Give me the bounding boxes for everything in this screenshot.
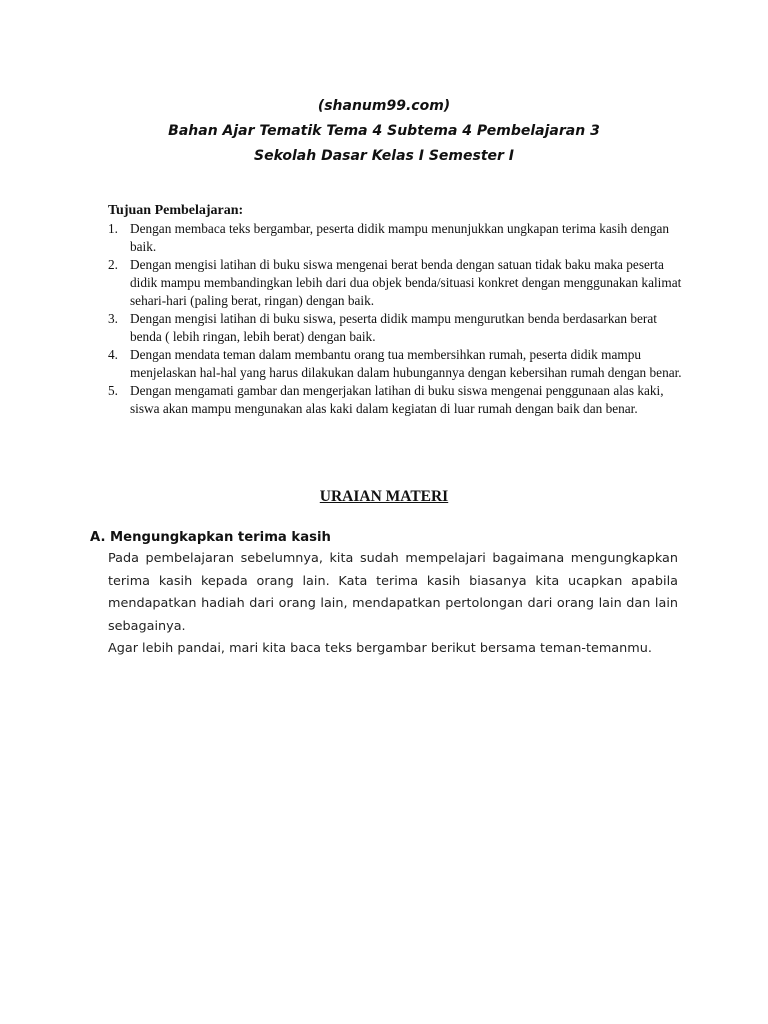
learning-objectives	[108, 202, 688, 418]
objective-number: 1.	[108, 221, 118, 236]
header-title: Bahan Ajar Tematik Tema 4 Subtema 4 Pembelajaran 3	[168, 123, 600, 139]
section-a-paragraph-1: Pada pembelajaran sebelumnya, kita sudah mempelajari bagaimana mengungkapkan terima kasih kepada orang lain. Kata terima kasih biasanya kita ucapkan apabila mendapatkan hadiah dari orang lain, mendapatkan pertolongan dari orang lain dan lain sebagainya.	[108, 551, 678, 634]
section-a-paragraph-2: Agar lebih pandai, mari kita baca teks bergambar berikut bersama teman-temanmu.	[108, 641, 652, 656]
objective-item	[108, 346, 688, 382]
header-subtitle: Sekolah Dasar Kelas I Semester I	[253, 148, 514, 164]
objectives-list	[108, 220, 688, 418]
objectives-title: Tujuan Pembelajaran:	[108, 203, 244, 218]
objective-text: Dengan membaca teks bergambar, peserta didik mampu menunjukkan ungkapan terima kasih dengan baik.	[130, 221, 670, 254]
objective-text: Dengan mendata teman dalam membantu orang tua membersihkan rumah, peserta didik mampu menjelaskan hal-hal yang harus dilakukan dalam hubungannya dengan kebersihan rumah dengan benar.	[130, 347, 682, 380]
objective-item	[108, 220, 688, 256]
objective-number: 2.	[108, 257, 118, 272]
objective-text: Dengan mengisi latihan di buku siswa mengenai berat benda dengan satuan tidak baku maka peserta didik mampu membandingkan lebih dari dua objek benda/situasi konkret dengan menggunakan kalimat sehari-hari (paling berat, ringan) dengan baik.	[130, 257, 682, 308]
header-source: (shanum99.com)	[317, 98, 451, 114]
objective-number: 5.	[108, 383, 118, 398]
objective-item	[108, 310, 688, 346]
objective-number: 4.	[108, 347, 118, 362]
section-heading: URAIAN MATERI	[319, 488, 449, 505]
objective-number: 3.	[108, 311, 118, 326]
objective-text: Dengan mengisi latihan di buku siswa, peserta didik mampu mengurutkan benda berdasarkan berat benda ( lebih ringan, lebih berat) dengan baik.	[130, 311, 657, 344]
document-header	[0, 94, 768, 169]
objective-item	[108, 382, 688, 418]
objective-item	[108, 256, 688, 310]
section-a-title: A. Mengungkapkan terima kasih	[90, 530, 331, 545]
section-a	[90, 528, 690, 661]
objective-text: Dengan mengamati gambar dan mengerjakan latihan di buku siswa mengenai penggunaan alas kaki, siswa akan mampu mengunakan alas kaki dalam kegiatan di luar rumah dengan baik dan benar.	[130, 383, 664, 416]
